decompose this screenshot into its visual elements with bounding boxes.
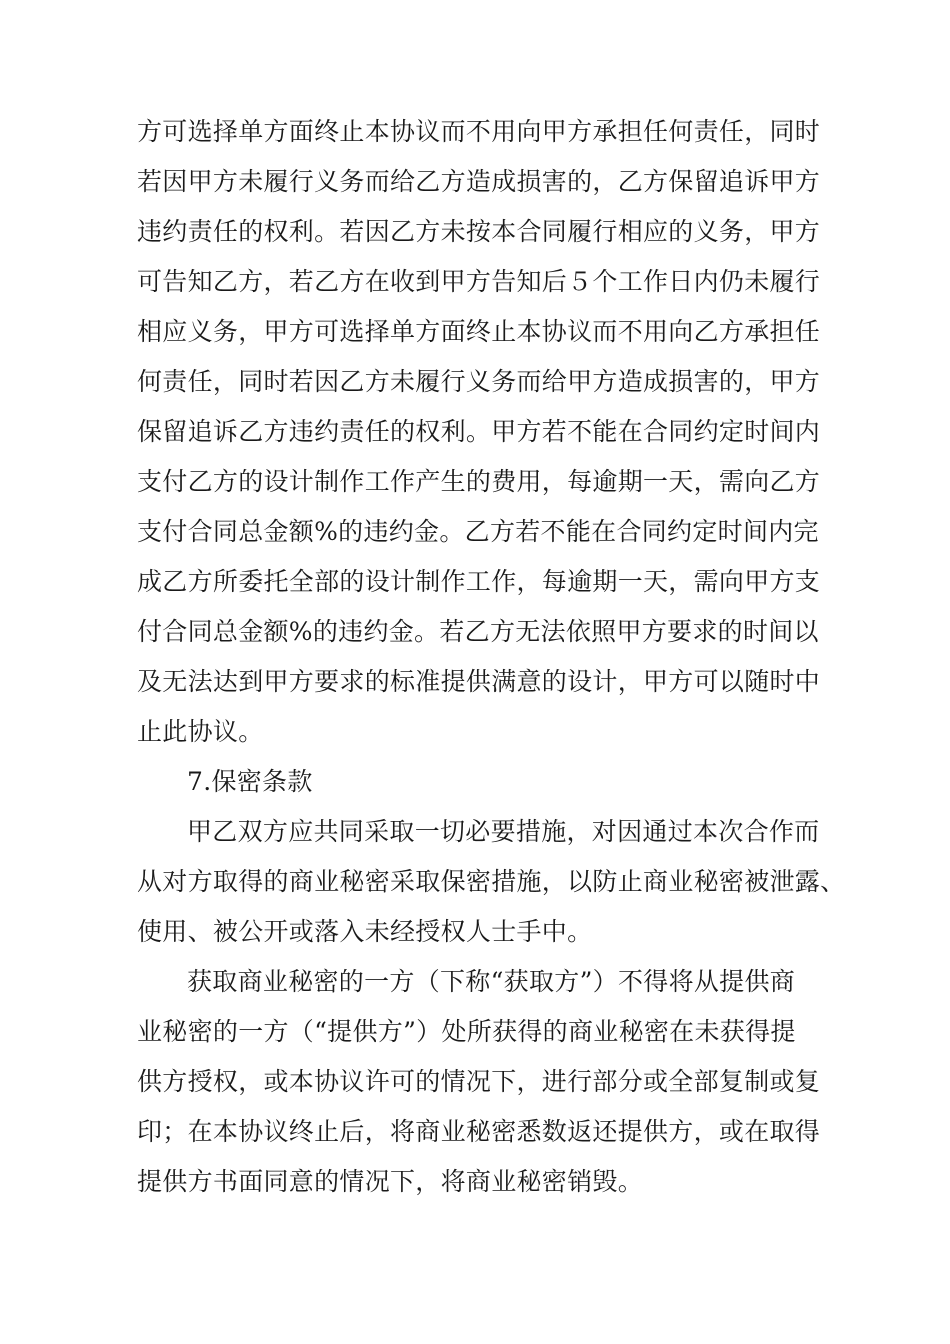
paragraph-line: 支付合同总金额%的违约金。乙方若不能在合同约定时间内完 (137, 517, 819, 546)
paragraph-line: 可告知乙方，若乙方在收到甲方告知后５个工作日内仍未履行 (137, 267, 821, 296)
section-heading: 7.保密条款 (187, 767, 313, 796)
paragraph-line: 支付乙方的设计制作工作产生的费用，每逾期一天，需向乙方 (137, 467, 821, 496)
paragraph-line: 何责任，同时若因乙方未履行义务而给甲方造成损害的，甲方 (137, 367, 821, 396)
paragraph-line: 方可选择单方面终止本协议而不用向甲方承担任何责任，同时 (137, 117, 821, 146)
paragraph-line: 及无法达到甲方要求的标准提供满意的设计，甲方可以随时中 (137, 667, 821, 696)
paragraph-line: 违约责任的权利。若因乙方未按本合同履行相应的义务，甲方 (137, 217, 821, 246)
paragraph-line: 付合同总金额%的违约金。若乙方无法依照甲方要求的时间以 (137, 617, 819, 646)
paragraph-line: 业秘密的一方（“提供方”）处所获得的商业秘密在未获得提 (137, 1017, 796, 1046)
paragraph-line: 印；在本协议终止后，将商业秘密悉数返还提供方，或在取得 (137, 1117, 821, 1146)
paragraph-line: 保留追诉乙方违约责任的权利。甲方若不能在合同约定时间内 (137, 417, 821, 446)
paragraph-line: 使用、被公开或落入未经授权人士手中。 (137, 917, 593, 946)
paragraph-line: 从对方取得的商业秘密采取保密措施，以防止商业秘密被泄露、 (137, 867, 846, 896)
paragraph-line: 获取商业秘密的一方（下称“获取方”）不得将从提供商 (187, 967, 796, 996)
paragraph-line: 提供方书面同意的情况下，将商业秘密销毁。 (137, 1167, 644, 1196)
paragraph-line: 相应义务，甲方可选择单方面终止本协议而不用向乙方承担任 (137, 317, 821, 346)
paragraph-line: 止此协议。 (137, 717, 264, 746)
paragraph-line: 供方授权，或本协议许可的情况下，进行部分或全部复制或复 (137, 1067, 821, 1096)
paragraph-line: 成乙方所委托全部的设计制作工作，每逾期一天，需向甲方支 (137, 567, 821, 596)
paragraph-line: 甲乙双方应共同采取一切必要措施，对因通过本次合作而 (187, 817, 820, 846)
paragraph-line: 若因甲方未履行义务而给乙方造成损害的，乙方保留追诉甲方 (137, 167, 821, 196)
